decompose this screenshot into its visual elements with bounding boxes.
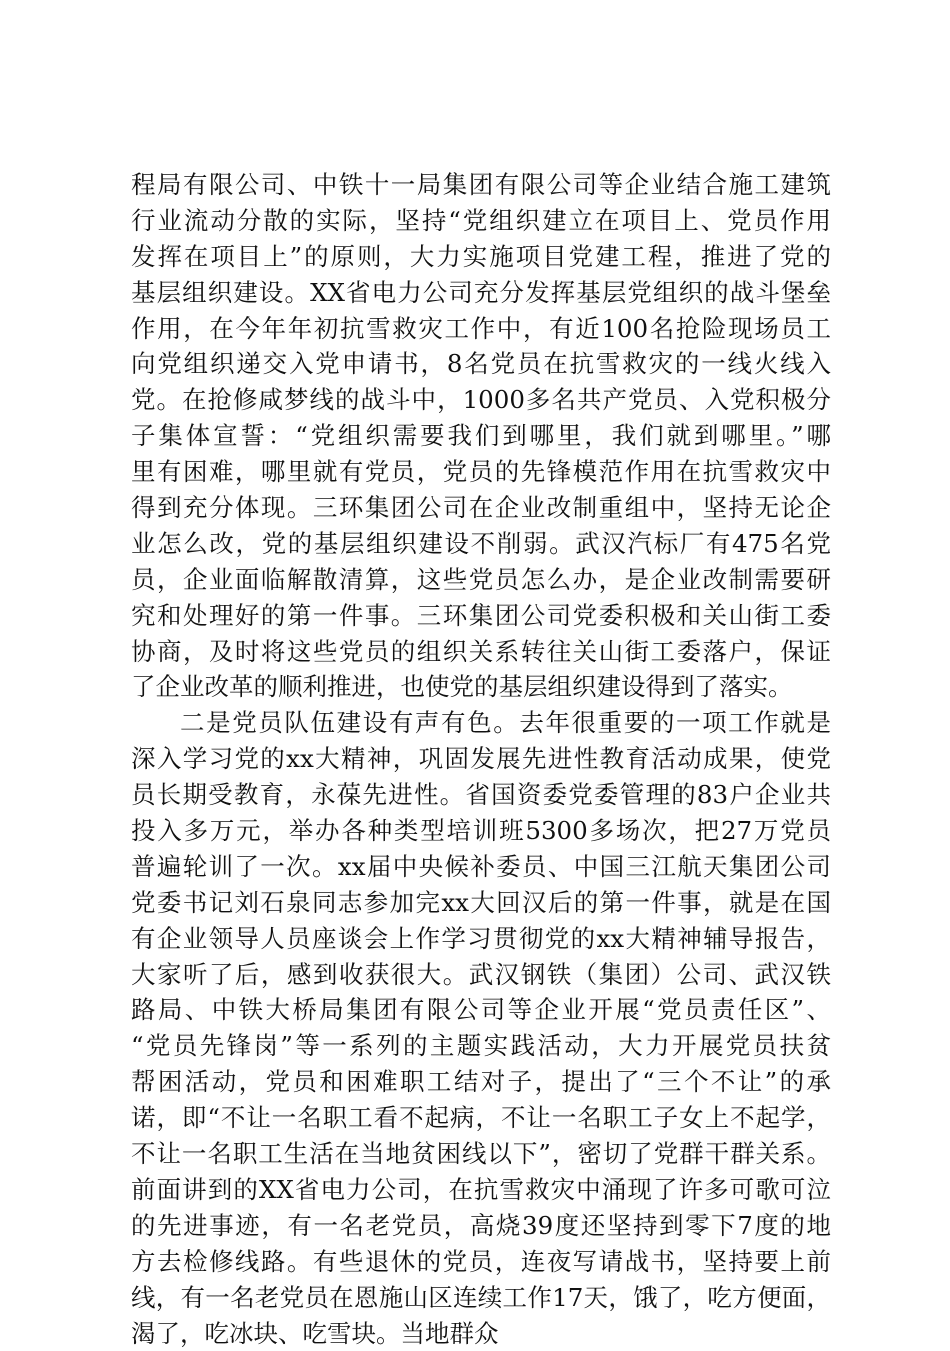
paragraph-first-line: 二是党员队伍建设有声有色。去年很重要的一项工作就是 <box>131 705 831 741</box>
text-line: 诺，即“不让一名职工看不起病，不让一名职工子女上不起学， <box>131 1100 831 1136</box>
text-line: 发挥在项目上”的原则，大力实施项目党建工程，推进了党的 <box>131 239 831 275</box>
text-line: 向党组织递交入党申请书，8名党员在抗雪救灾的一线火线入 <box>131 346 831 382</box>
text-line: “党员先锋岗”等一系列的主题实践活动，大力开展党员扶贫 <box>131 1028 831 1064</box>
text-line: 有企业领导人员座谈会上作学习贯彻党的xx大精神辅导报告， <box>131 921 831 957</box>
text-line: 程局有限公司、中铁十一局集团有限公司等企业结合施工建筑 <box>131 167 831 203</box>
text-line: 员长期受教育，永葆先进性。省国资委党委管理的83户企业共 <box>131 777 831 813</box>
text-line: 不让一名职工生活在当地贫困线以下”，密切了党群干群关系。 <box>131 1136 831 1172</box>
text-line: 了企业改革的顺利推进，也使党的基层组织建设得到了落实。 <box>131 669 831 705</box>
text-line: 深入学习党的xx大精神，巩固发展先进性教育活动成果，使党 <box>131 741 831 777</box>
text-line: 里有困难，哪里就有党员，党员的先锋模范作用在抗雪救灾中 <box>131 454 831 490</box>
text-line: 协商，及时将这些党员的组织关系转往关山街工委落户，保证 <box>131 634 831 670</box>
text-line: 党。在抢修咸梦线的战斗中，1000多名共产党员、入党积极分 <box>131 382 831 418</box>
text-line: 普遍轮训了一次。xx届中央候补委员、中国三江航天集团公司 <box>131 849 831 885</box>
text-line: 业怎么改，党的基层组织建设不削弱。武汉汽标厂有475名党 <box>131 526 831 562</box>
text-line: 方去检修线路。有些退休的党员，连夜写请战书，坚持要上前 <box>131 1244 831 1280</box>
text-line: 子集体宣誓：“党组织需要我们到哪里，我们就到哪里。”哪 <box>131 418 831 454</box>
text-line: 党委书记刘石泉同志参加完xx大回汉后的第一件事，就是在国 <box>131 885 831 921</box>
text-line: 路局、中铁大桥局集团有限公司等企业开展“党员责任区”、 <box>131 992 831 1028</box>
text-line: 大家听了后，感到收获很大。武汉钢铁（集团）公司、武汉铁 <box>131 957 831 993</box>
text-line: 渴了，吃冰块、吃雪块。当地群众 <box>131 1316 831 1351</box>
text-line: 行业流动分散的实际，坚持“党组织建立在项目上、党员作用 <box>131 203 831 239</box>
text-line: 基层组织建设。XX省电力公司充分发挥基层党组织的战斗堡垒 <box>131 275 831 311</box>
text-line: 投入多万元，举办各种类型培训班5300多场次，把27万党员 <box>131 813 831 849</box>
body-text <box>131 167 831 1351</box>
text-line: 的先进事迹，有一名老党员，高烧39度还坚持到零下7度的地 <box>131 1208 831 1244</box>
text-line: 前面讲到的XX省电力公司，在抗雪救灾中涌现了许多可歌可泣 <box>131 1172 831 1208</box>
text-line: 线，有一名老党员在恩施山区连续工作17天，饿了，吃方便面， <box>131 1280 831 1316</box>
text-line: 作用，在今年年初抗雪救灾工作中，有近100名抢险现场员工 <box>131 311 831 347</box>
text-line: 得到充分体现。三环集团公司在企业改制重组中，坚持无论企 <box>131 490 831 526</box>
text-line: 究和处理好的第一件事。三环集团公司党委积极和关山街工委 <box>131 598 831 634</box>
text-line: 帮困活动，党员和困难职工结对子，提出了“三个不让”的承 <box>131 1064 831 1100</box>
text-line: 员，企业面临解散清算，这些党员怎么办，是企业改制需要研 <box>131 562 831 598</box>
